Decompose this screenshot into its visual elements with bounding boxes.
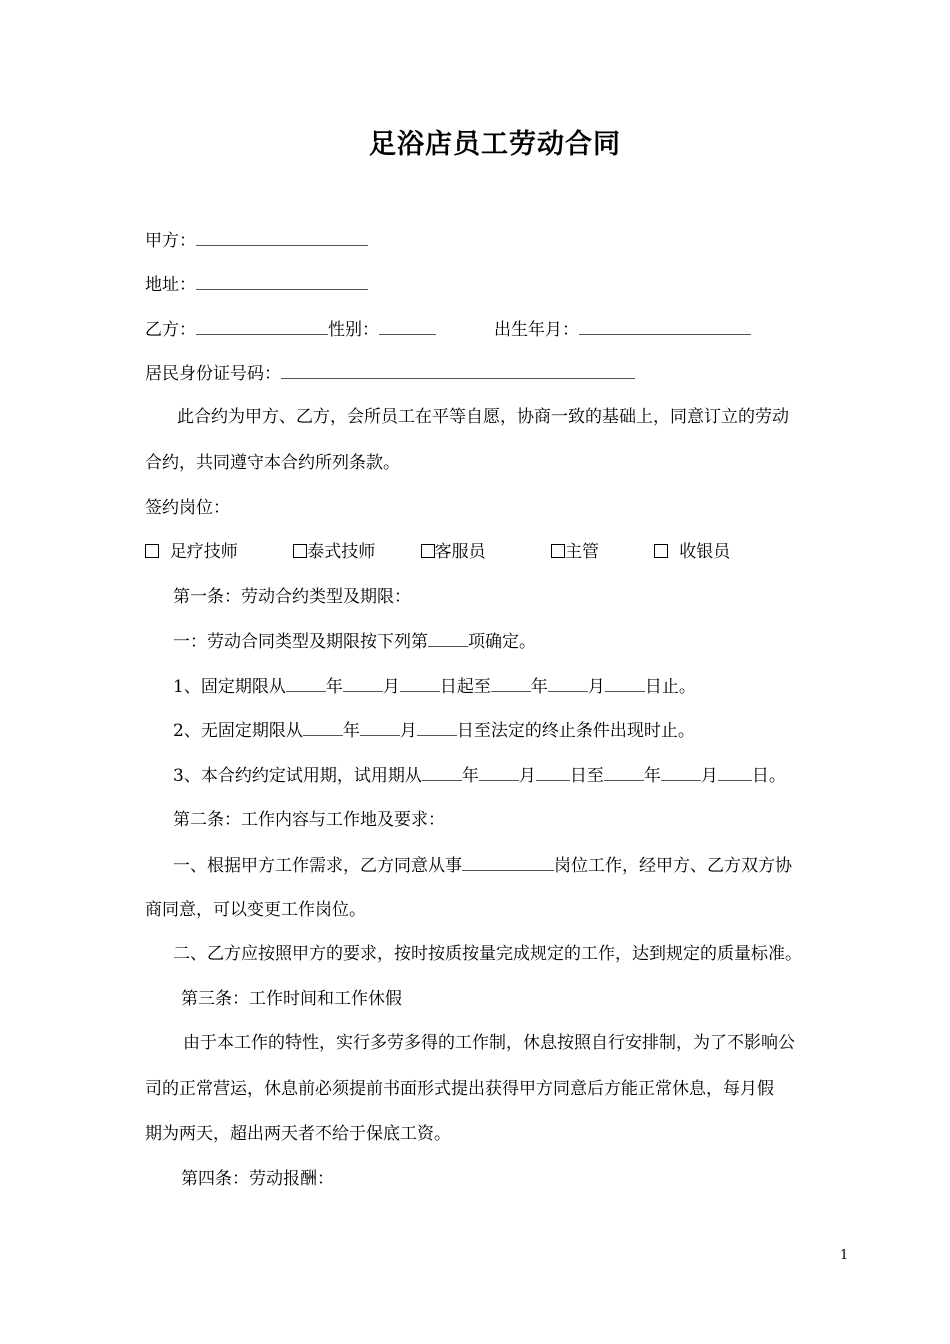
article-2-para-1: 一、根据甲方工作需求，乙方同意从事 岗位工作，经甲方、乙方双方协 [173,856,792,876]
article-2-para-2: 二、乙方应按照甲方的要求，按时按质按量完成规定的工作，达到规定的质量标准。 [173,944,802,964]
position-option-foot-therapist[interactable]: 足疗技师 [145,542,238,562]
document-title: 足浴店员工劳动合同 [369,129,621,160]
month-blank[interactable] [479,764,519,781]
article-4-heading: 第四条：劳动报酬： [181,1169,334,1189]
article-1-item-1: 1、固定期限从 年 月 日起至 年 月 日止。 [173,677,696,697]
article-1-heading: 第一条：劳动合约类型及期限： [173,587,411,607]
month-blank[interactable] [548,675,588,692]
birth-blank[interactable] [579,318,751,335]
address-field [145,273,368,296]
intro-line-2: 合约，共同遵守本合约所列条款。 [145,453,400,473]
day-blank[interactable] [400,675,440,692]
day-blank[interactable] [718,764,752,781]
article-1-item-2: 2、无固定期限从 年 月 日至法定的终止条件出现时止。 [173,721,695,741]
intro-line-1: 此合约为甲方、乙方，会所员工在平等自愿，协商一致的基础上，同意订立的劳动 [177,407,789,427]
page-number: 1 [840,1248,849,1263]
party-b-blank[interactable] [196,318,328,335]
party-b-row [145,318,751,341]
birth-label: 出生年月： [494,320,579,340]
year-blank[interactable] [286,675,326,692]
gender-blank[interactable] [379,318,436,335]
party-b-label: 乙方： [145,320,196,340]
article-1-item-3: 3、本合约约定试用期，试用期从 年 月 日至 年 月 日。 [173,766,786,786]
positions-label: 签约岗位： [145,498,230,518]
day-blank[interactable] [536,764,570,781]
party-a-label: 甲方： [145,231,196,251]
article-1-item-0: 一：劳动合同类型及期限按下列第 项确定。 [173,632,536,652]
positions-options [145,541,730,563]
position-option-customer-service[interactable]: 客服员 [421,542,486,562]
year-blank[interactable] [604,764,644,781]
day-blank[interactable] [417,719,457,736]
day-blank[interactable] [605,675,645,692]
checkbox-icon[interactable] [293,544,307,558]
month-blank[interactable] [343,675,383,692]
address-label: 地址： [145,275,196,295]
id-number-field [145,362,635,385]
position-option-thai-therapist[interactable]: 泰式技师 [293,542,375,562]
checkbox-icon[interactable] [421,544,435,558]
position-option-supervisor[interactable]: 主管 [551,542,599,562]
item-number-blank[interactable] [428,630,468,647]
year-blank[interactable] [491,675,531,692]
article-2-para-1-cont: 商同意，可以变更工作岗位。 [145,900,366,920]
article-3-heading: 第三条：工作时间和工作休假 [181,989,402,1009]
position-option-cashier[interactable]: 收银员 [654,542,730,562]
year-blank[interactable] [422,764,462,781]
gender-label: 性别： [328,320,379,340]
id-number-label: 居民身份证号码： [145,364,281,384]
id-number-blank[interactable] [281,362,635,379]
month-blank[interactable] [360,719,400,736]
month-blank[interactable] [661,764,701,781]
party-a-blank[interactable] [196,229,368,246]
article-2-heading: 第二条：工作内容与工作地及要求： [173,810,445,830]
article-3-line-3: 期为两天，超出两天者不给于保底工资。 [145,1124,451,1144]
article-3-line-1: 由于本工作的特性，实行多劳多得的工作制，休息按照自行安排制，为了不影响公 [183,1033,795,1053]
party-a-field [145,229,368,252]
address-blank[interactable] [196,273,368,290]
checkbox-icon[interactable] [654,544,668,558]
year-blank[interactable] [303,719,343,736]
checkbox-icon[interactable] [551,544,565,558]
job-position-blank[interactable] [462,854,554,871]
checkbox-icon[interactable] [145,544,159,558]
article-3-line-2: 司的正常营运，休息前必须提前书面形式提出获得甲方同意后方能正常休息，每月假 [145,1079,774,1099]
